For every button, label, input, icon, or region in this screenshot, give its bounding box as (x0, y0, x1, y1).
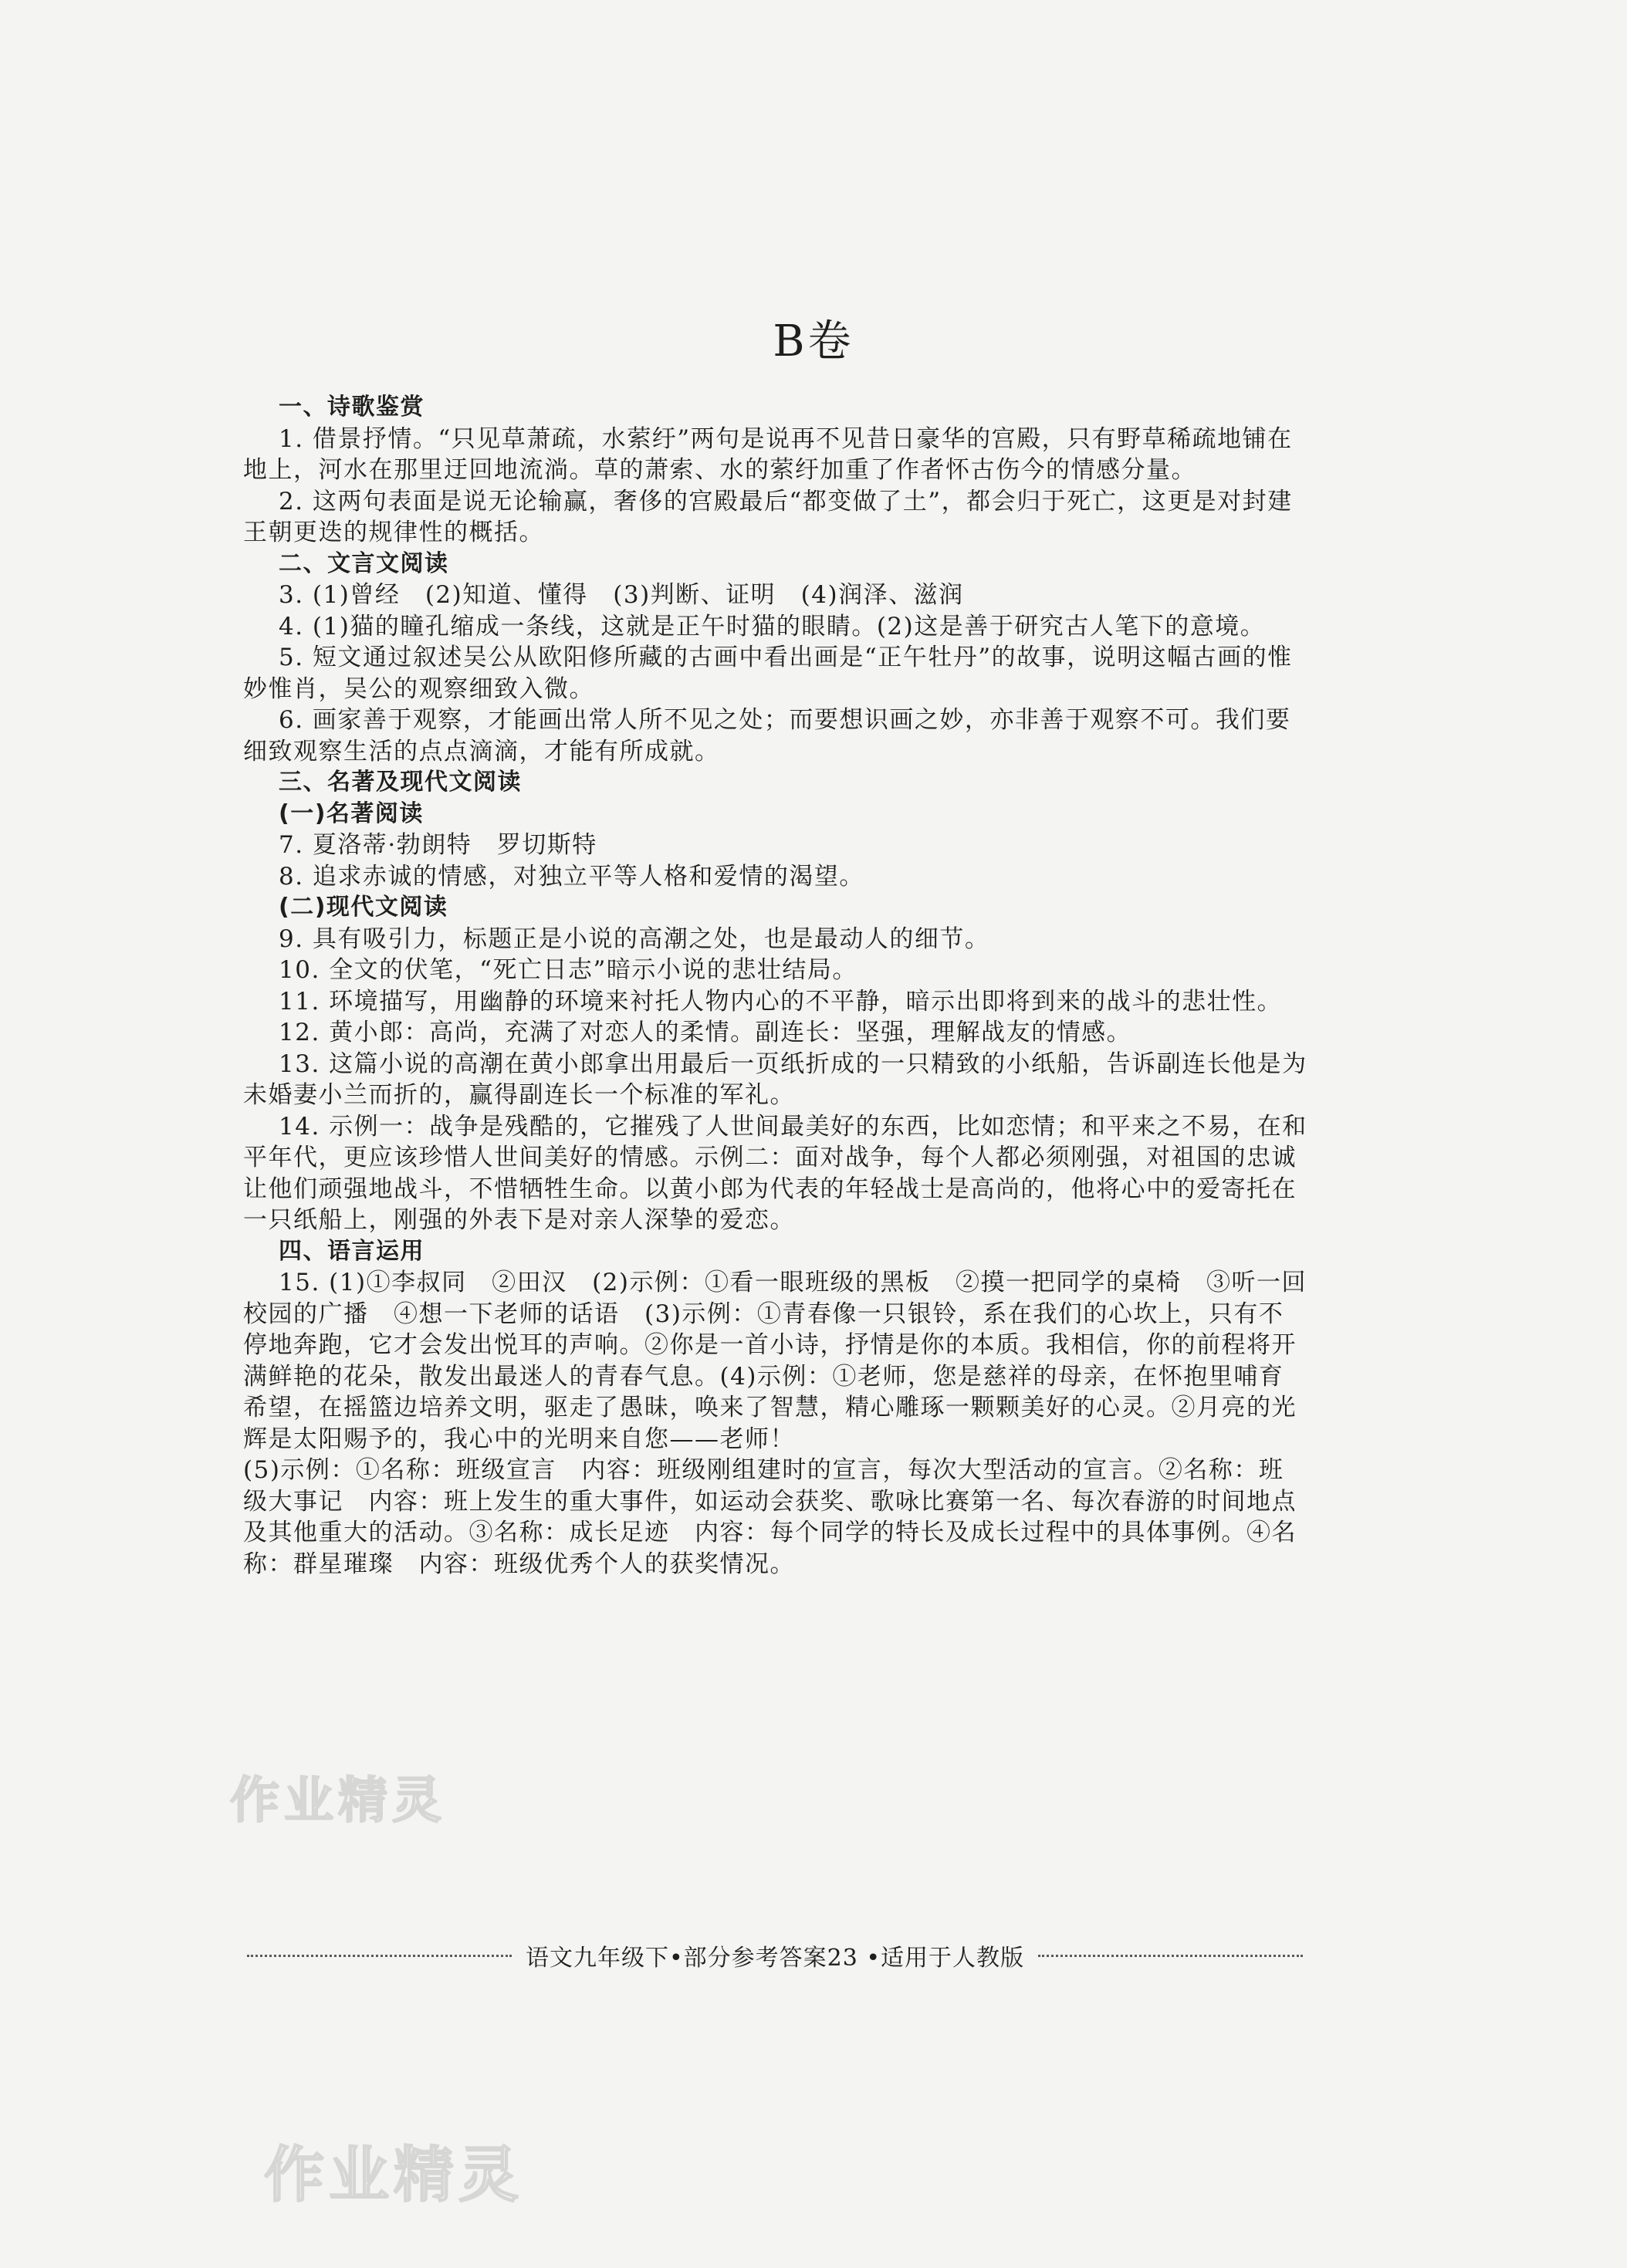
answer-paragraph: (5)示例：①名称：班级宣言 内容：班级刚组建时的宣言，每次大型活动的宣言。②名称：班级大事记 内容：班上发生的重大事件，如运动会获奖、歌咏比赛第一名、每次春游的时间地点及其他重大的活动。③名称：成长足迹 内容：每个同学的特长及成长过程中的具体事例。④名称：群星璀璨 内容：班级优秀个人的获奖情况。 (243, 1456, 1297, 1578)
footer-dotted-rule (1038, 1955, 1303, 1957)
answer-paragraph: 12. 黄小郎：高尚，充满了对恋人的柔情。副连长：坚强，理解战友的情感。 (279, 1019, 1132, 1046)
page-footer (247, 1938, 1303, 1972)
watermark: 作业精灵 (264, 2141, 524, 2210)
answer-paragraph: 6. 画家善于观察，才能画出常人所不见之处；而要想识画之妙，亦非善于观察不可。我们要细致观察生活的点点滴滴，才能有所成就。 (243, 706, 1291, 766)
page-title: B卷 (773, 316, 854, 367)
answer-paragraph: 8. 追求赤诚的情感，对独立平等人格和爱情的渴望。 (279, 862, 864, 891)
section-heading: 三、名著及现代文阅读 (279, 769, 522, 796)
answer-content (243, 392, 1308, 1580)
answer-paragraph: 11. 环境描写，用幽静的环境来衬托人物内心的不平静，暗示出即将到来的战斗的悲壮性。 (279, 987, 1283, 1016)
subsection-heading: (一)名著阅读 (279, 799, 424, 827)
answer-paragraph: 2. 这两句表面是说无论输赢，奢侈的宫殿最后“都变做了土”，都会归于死亡，这更是对封建王朝更迭的规律性的概括。 (243, 487, 1293, 546)
answer-paragraph: 5. 短文通过叙述吴公从欧阳修所藏的古画中看出画是“正午牡丹”的故事，说明这幅古画的惟妙惟肖，吴公的观察细致入微。 (243, 644, 1293, 703)
subsection-heading: (二)现代文阅读 (279, 894, 448, 921)
answer-paragraph: 9. 具有吸引力，标题正是小说的高潮之处，也是最动人的细节。 (279, 924, 990, 953)
answer-paragraph: 4. (1)猫的瞳孔缩成一条线，这就是正午时猫的眼睛。(2)这是善于研究古人笔下的意境。 (279, 612, 1266, 641)
section-poetry (243, 392, 1308, 549)
footer-text: 语文九年级下•部分参考答案23 •适用于人教版 (525, 1945, 1025, 1972)
answer-paragraph: 7. 夏洛蒂·勃朗特 罗切斯特 (279, 831, 597, 859)
answer-paragraph: 1. 借景抒情。“只见草萧疏，水萦纡”两句是说再不见昔日豪华的宫殿，只有野草稀疏地铺在地上，河水在那里迂回地流淌。草的萧索、水的萦纡加重了作者怀古伤今的情感分量。 (243, 424, 1293, 484)
answer-paragraph: 14. 示例一：战争是残酷的，它摧残了人世间最美好的东西，比如恋情；和平来之不易，在和平年代，更应该珍惜人世间美好的情感。示例二：面对战争，每个人都必须刚强，对祖国的忠诚让他们顽强地战斗，不惜牺牲生命。以黄小郎为代表的年轻战士是高尚的，他将心中的爱寄托在一只纸船上，刚强的外表下是对亲人深挚的爱恋。 (243, 1112, 1307, 1234)
section-heading: 四、语言运用 (279, 1237, 425, 1265)
section-heading: 一、诗歌鉴赏 (279, 394, 425, 421)
footer-dotted-rule (247, 1955, 512, 1957)
section-language-use (243, 1236, 1308, 1580)
section-masterpiece-modern (243, 767, 1308, 1236)
watermark: 作业精灵 (230, 1773, 446, 1830)
answer-paragraph: 15. (1)①李叔同 ②田汉 (2)示例：①看一眼班级的黑板 ②摸一把同学的桌椅 ③听一回校园的广播 ④想一下老师的话语 (3)示例：①青春像一只银铃，系在我们的心坎上，只有不停地奔跑，它才会发出悦耳的声响。②你是一首小诗，抒情是你的本质。我相信，你的前程将开满鲜艳的花朵，散发出最迷人的青春气息。(4)示例：①老师，您是慈祥的母亲，在怀抱里哺育希望，在摇篮边培养文明，驱走了愚昧，唤来了智慧，精心雕琢一颗颗美好的心灵。②月亮的光辉是太阳赐予的，我心中的光明来自您——老师！ (243, 1269, 1307, 1453)
section-classical-chinese (243, 549, 1308, 768)
answer-paragraph: 10. 全文的伏笔，“死亡日志”暗示小说的悲壮结局。 (279, 956, 857, 984)
section-heading: 二、文言文阅读 (279, 549, 449, 577)
answer-paragraph: 3. (1)曾经 (2)知道、懂得 (3)判断、证明 (4)润泽、滋润 (279, 581, 964, 609)
answer-paragraph: 13. 这篇小说的高潮在黄小郎拿出用最后一页纸折成的一只精致的小纸船，告诉副连长他是为未婚妻小兰而折的，赢得副连长一个标准的军礼。 (243, 1049, 1307, 1109)
